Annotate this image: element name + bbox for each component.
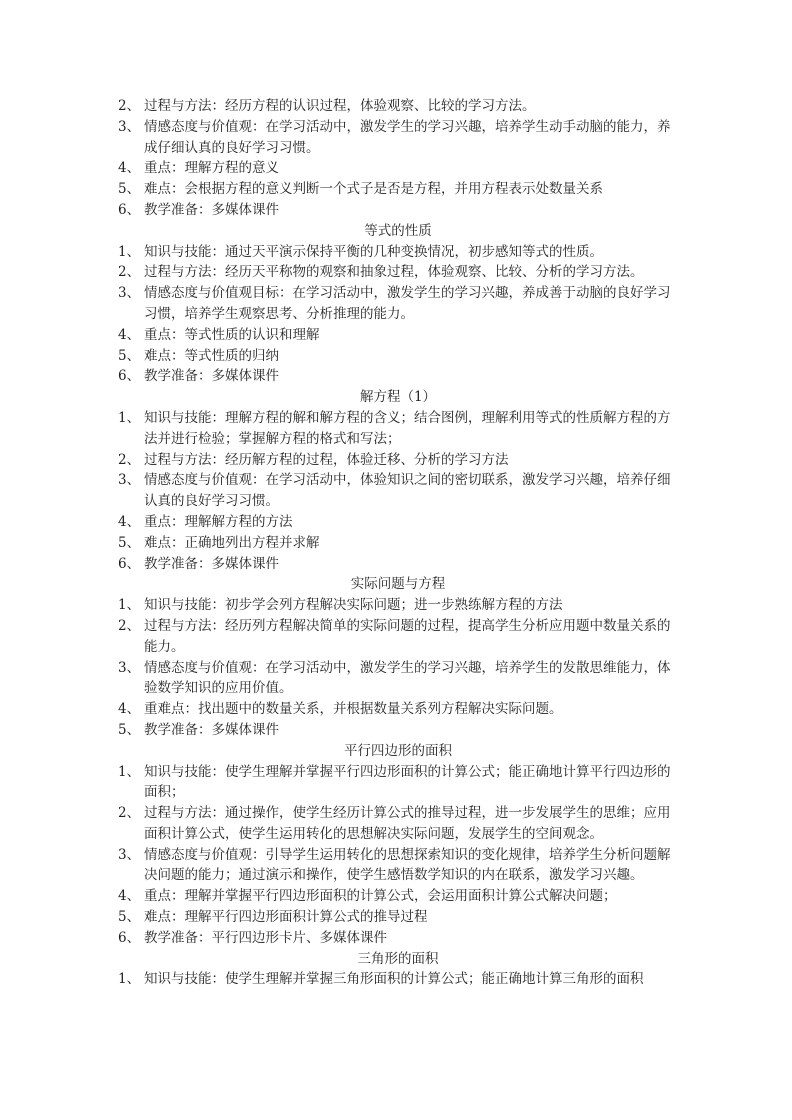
section-title: 等式的性质 [364, 222, 432, 239]
list-item [118, 699, 678, 720]
list-item [118, 158, 678, 179]
document-body [118, 96, 678, 990]
list-item [118, 283, 678, 325]
list-item [118, 928, 678, 949]
section-title: 实际问题与方程 [350, 576, 446, 593]
list-item-text: 教学准备：多媒体课件 [144, 368, 279, 385]
list-item-text: 知识与技能：使学生理解并掌握平行四边形面积的计算公式；能正确地计算平行四边形的面积； [144, 763, 671, 801]
list-item-text: 难点：理解平行四边形面积计算公式的推导过程 [144, 909, 428, 926]
list-item [118, 408, 678, 450]
list-item-text: 知识与技能：理解方程的解和解方程的含义；结合图例，理解利用等式的性质解方程的方法并进行检验；掌握解方程的格式和写法； [144, 409, 671, 447]
list-item-text: 重难点：找出题中的数量关系，并根据数量关系列方程解决实际问题。 [144, 701, 563, 718]
section-title: 解方程（1） [359, 389, 437, 406]
list-item-number: 1、 [118, 763, 141, 780]
list-item [118, 242, 678, 263]
list-item [118, 117, 678, 159]
list-item [118, 96, 678, 117]
list-item-text: 情感态度与价值观目标：在学习活动中，激发学生的学习兴趣，养成善于动脑的良好学习习惯，培养学生观察思考、分析推理的能力。 [144, 285, 671, 322]
list-item-number: 2、 [118, 451, 141, 468]
list-item-number: 5、 [118, 347, 141, 364]
list-item-number: 6、 [118, 201, 141, 218]
list-item-text: 知识与技能：初步学会列方程解决实际问题；进一步熟练解方程的方法 [144, 597, 563, 614]
list-item [118, 658, 678, 700]
list-item-text: 教学准备：平行四边形卡片、多媒体课件 [144, 929, 387, 946]
list-item-number: 1、 [118, 243, 141, 260]
list-item [118, 886, 678, 907]
section-title: 平行四边形的面积 [344, 742, 452, 759]
list-item-text: 过程与方法：经历列方程解决简单的实际问题的过程，提高学生分析应用题中数量关系的能力。 [144, 617, 671, 655]
list-item [118, 470, 678, 512]
list-item [118, 554, 678, 575]
list-item-text: 重点：理解并掌握平行四边形面积的计算公式，会运用面积计算公式解决问题； [144, 888, 617, 905]
list-item [118, 346, 678, 367]
list-item-text: 过程与方法：通过操作，使学生经历计算公式的推导过程，进一步发展学生的思维；应用面积计算公式，使学生运用转化的思想解决实际问题，发展学生的空间观念。 [144, 805, 671, 842]
list-item-number: 2、 [118, 264, 141, 281]
list-item [118, 200, 678, 221]
list-item-text: 过程与方法：经历天平称物的观察和抽象过程，体验观察、比较、分析的学习方法。 [144, 264, 644, 281]
list-item-text: 过程与方法：经历方程的认识过程，体验观察、比较的学习方法。 [144, 98, 536, 114]
list-item-text: 难点：正确地列出方程并求解 [144, 534, 320, 551]
list-item-number: 4、 [118, 513, 141, 530]
list-item-number: 5、 [118, 534, 141, 551]
list-item-number: 1、 [118, 597, 141, 614]
list-item-number: 4、 [118, 326, 141, 343]
list-item-number: 3、 [118, 659, 141, 676]
list-item [118, 179, 678, 200]
list-item-number: 3、 [118, 118, 141, 135]
list-item [118, 262, 678, 283]
list-item [118, 720, 678, 741]
list-item [118, 762, 678, 804]
list-item-text: 过程与方法：经历解方程的过程，体验迁移、分析的学习方法 [144, 451, 509, 468]
list-item [118, 325, 678, 346]
list-item-text: 难点：等式性质的归纳 [144, 347, 279, 364]
list-item-number: 6、 [118, 929, 141, 946]
section-title: 三角形的面积 [357, 950, 439, 967]
list-item [118, 845, 678, 887]
list-item-number: 3、 [118, 846, 141, 863]
list-item-text: 重点：理解解方程的方法 [144, 513, 293, 530]
list-item [118, 533, 678, 554]
list-item-number: 4、 [118, 888, 141, 905]
list-item-text: 情感态度与价值观：在学习活动中，激发学生的学习兴趣，培养学生的发散思维能力，体验数学知识的应用价值。 [144, 659, 671, 697]
list-item-number: 4、 [118, 160, 141, 177]
list-item-number: 6、 [118, 368, 141, 385]
list-item-number: 2、 [118, 805, 141, 822]
list-item-text: 教学准备：多媒体课件 [144, 555, 279, 572]
list-item [118, 907, 678, 928]
list-item-text: 知识与技能：使学生理解并掌握三角形面积的计算公式；能正确地计算三角形的面积 [144, 971, 644, 988]
list-item-text: 情感态度与价值观：在学习活动中，激发学生的学习兴趣，培养学生动手动脑的能力，养成仔细认真的良好学习习惯。 [144, 118, 671, 156]
list-item-text: 难点：会根据方程的意义判断一个式子是否是方程，并用方程表示处数量关系 [144, 181, 603, 198]
list-item-text: 知识与技能：通过天平演示保持平衡的几种变换情况，初步感知等式的性质。 [144, 243, 603, 260]
list-item [118, 803, 678, 845]
list-item [118, 366, 678, 387]
list-item-number: 5、 [118, 181, 141, 198]
list-item-number: 2、 [118, 617, 141, 634]
list-item-number: 6、 [118, 555, 141, 572]
list-item [118, 595, 678, 616]
list-item-number: 3、 [118, 472, 141, 489]
list-item-number: 3、 [118, 285, 141, 302]
list-item-number: 4、 [118, 701, 141, 718]
list-item [118, 512, 678, 533]
list-item-text: 教学准备：多媒体课件 [144, 201, 279, 218]
list-item-number: 2、 [118, 98, 141, 114]
list-item-text: 重点：理解方程的意义 [144, 160, 279, 177]
list-item-number: 5、 [118, 721, 141, 738]
list-item [118, 969, 678, 990]
list-item-text: 教学准备：多媒体课件 [144, 721, 279, 738]
list-item-number: 1、 [118, 971, 141, 988]
list-item [118, 450, 678, 471]
list-item-text: 情感态度与价值观：引导学生运用转化的思想探索知识的变化规律，培养学生分析问题解决问题的能力；通过演示和操作，使学生感悟数学知识的内在联系，激发学习兴趣。 [144, 846, 671, 884]
list-item-text: 情感态度与价值观：在学习活动中，体验知识之间的密切联系，激发学习兴趣，培养仔细认真的良好学习习惯。 [144, 472, 671, 510]
list-item [118, 616, 678, 658]
list-item-number: 1、 [118, 409, 141, 426]
list-item-text: 重点：等式性质的认识和理解 [144, 326, 320, 343]
list-item-number: 5、 [118, 909, 141, 926]
